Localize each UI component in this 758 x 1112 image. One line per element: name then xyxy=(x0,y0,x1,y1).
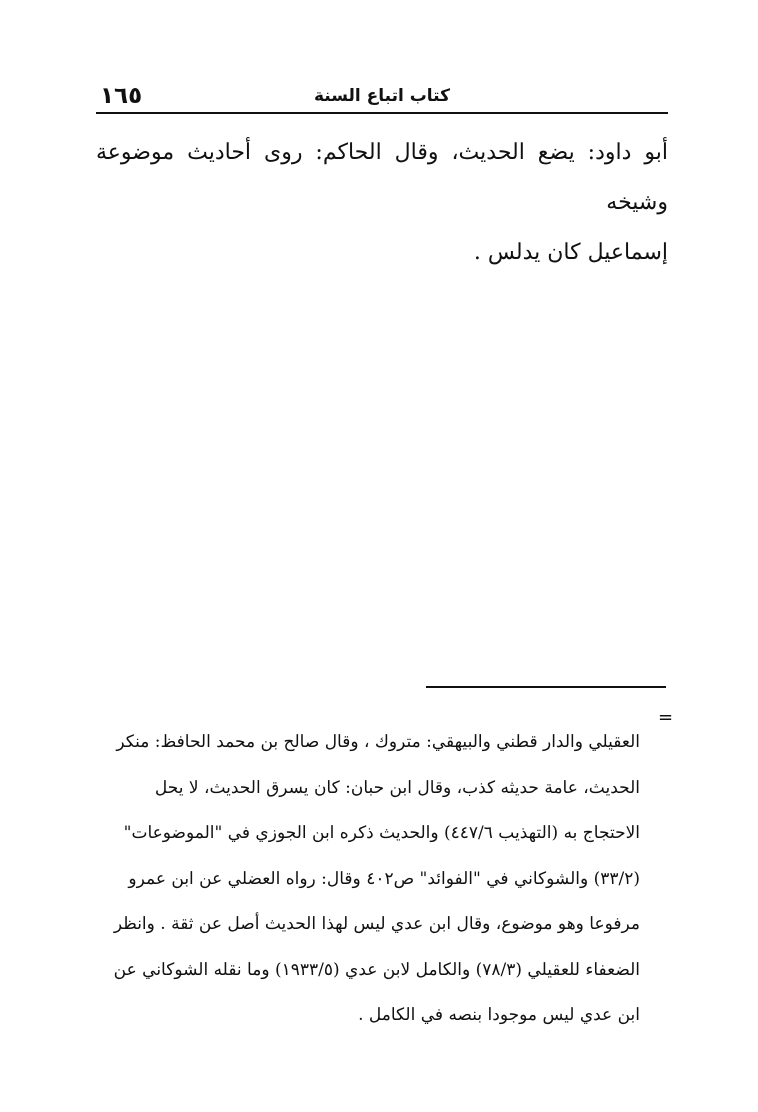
footnote-line: (٣٣/٢) والشوكاني في "الفوائد" ص٤٠٢ وقال: رواه العضلي عن ابن عمرو xyxy=(128,868,640,889)
main-text-line: إسماعيل كان يدلس . xyxy=(473,240,668,265)
footnote-line: الحديث، عامة حديثه كذب، وقال ابن حبان: كان يسرق الحديث، لا يحل xyxy=(154,777,640,798)
footnote-line: العقيلي والدار قطني والبيهقي: متروك ، وقال صالح بن محمد الحافظ: منكر xyxy=(116,732,640,752)
footnote xyxy=(96,720,640,1039)
footnote-line: ابن عدي ليس موجودا بنصه في الكامل . xyxy=(358,1005,640,1025)
footnote-separator xyxy=(426,686,666,688)
footnote-continuation-mark: = xyxy=(658,707,674,728)
running-title: كتاب اتباع السنة xyxy=(313,86,451,106)
footnote-line: الضعفاء للعقيلي (٧٨/٣) والكامل لابن عدي (١٩٣٣/٥) وما نقله الشوكاني عن xyxy=(113,959,640,980)
footnote-line: مرفوعا وهو موضوع، وقال ابن عدي ليس لهذا الحديث أصل عن ثقة . وانظر xyxy=(113,914,640,934)
main-text-line: أبو داود: يضع الحديث، وقال الحاكم: روى أحاديث موضوعة وشيخه xyxy=(96,140,668,215)
page-header xyxy=(96,82,668,114)
footnote-line: الاحتجاج به (التهذيب ٤٤٧/٦) والحديث ذكره ابن الجوزي في "الموضوعات" xyxy=(123,823,640,843)
page-number: ١٦٥ xyxy=(100,83,143,109)
main-text xyxy=(96,128,668,278)
